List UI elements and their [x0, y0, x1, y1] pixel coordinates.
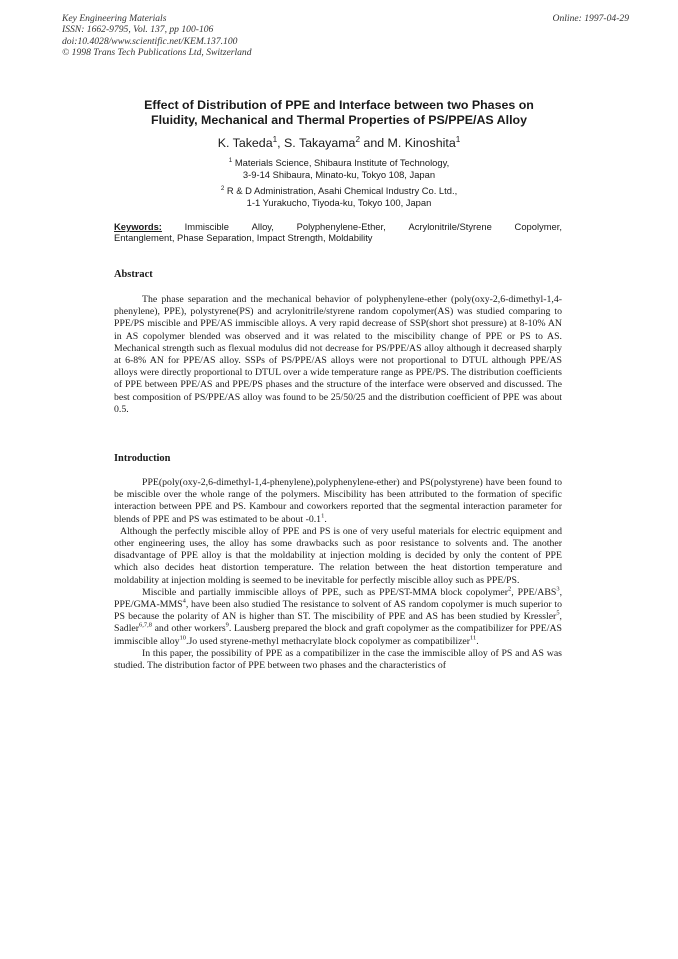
author-affil-sup: 2 [355, 134, 360, 144]
intro-paragraph-3 [114, 587, 562, 648]
abstract-body [114, 294, 562, 416]
author-takeda: K. Takeda [217, 136, 273, 150]
author-separator: , [277, 136, 285, 150]
citation-sup: 1 [321, 512, 325, 520]
keyword-item: Alloy, [251, 221, 274, 232]
affiliation-address: 1-1 Yurakucho, Tiyoda-ku, Tokyo 100, Japan [246, 196, 432, 208]
online-date: Online: 1997-04-29 [552, 13, 629, 24]
journal-header [62, 13, 252, 59]
affiliation-address: 3-9-14 Shibaura, Minato-ku, Tokyo 108, Japan [242, 168, 436, 180]
text-run: . [324, 513, 327, 525]
text-run: , Sadler [114, 611, 562, 635]
intro-paragraph-4: In this paper, the possibility of PPE as a compatibilizer in the case the immiscible alloy of PS and AS was studied. The distribution factor of PPE between two phases and the characteristics of [114, 647, 562, 672]
keyword-item: Copolymer, [514, 221, 562, 232]
text-run: PPE(poly(oxy-2,6-dimethyl-1,4-phenylene),polyphenylene-ether) and PS(polystyrene) have been found to be miscible over the whole range of the polymers. Miscibility has been attributed to the formation of specific interaction between PPE and PS. Kambour and coworkers reported that the segmental interaction parameter for blends of PPE and PS was estimated to be about -0.1 [114, 477, 562, 525]
text-run: Miscible and partially immiscible alloys of PPE, such as PPE/ST-MMA block copolymer [142, 586, 509, 598]
affiliation-sup: 2 [220, 184, 225, 192]
issn-line: ISSN: 1662-9795, Vol. 137, pp 100-106 [62, 24, 214, 36]
citation-sup: 4 [182, 597, 186, 605]
author-kinoshita: M. Kinoshita [387, 136, 456, 150]
author-affil-sup: 1 [455, 134, 461, 144]
title-line-1: Effect of Distribution of PPE and Interface between two Phases on [144, 98, 534, 112]
abstract-paragraph: The phase separation and the mechanical behavior of polyphenylene-ether (poly(oxy-2,6-dimethyl-1,4-phenylene), PPE), polystyrene(PS) and acrylonitrile/styrene random copolymer(AS) was studied comparing to PPE/PS miscible and PPE/AS immiscible alloys. A very rapid decrease of SSP(short shot pressure) at 8-10% AN in AS copolymer blended was observed and it was related to the miscibility change of PPE or PS to AS. Mechanical strength such as flexual modulus did not decrease for PS/PPE/AS alloy although it decreased sharply at 6-8% AN for PPE/AS alloy. SSPs of PS/PPE/AS alloys were not proportional to DTUL although PPE/AS alloys were directly proportional to DTUL over a wide temperature range as PPE/PS. The distribution coefficients of PPE between PPE/AS and PPE/PS phases and the structure of the interface were observed and discussed. The best composition of PS/PPE/AS alloy was found to be 25/50/25 and the distribution coefficient of PPE was about 0.5. [114, 294, 562, 415]
citation-sup: 2 [508, 585, 512, 593]
affiliation-1 [100, 157, 578, 180]
text-run: and other workers [151, 623, 226, 635]
text-run: , PPE/GMA-MMS [114, 586, 563, 611]
affiliation-2 [100, 185, 578, 208]
text-run: .Jo used styrene-methyl methacrylate block copolymer as compatibilizer [186, 635, 471, 647]
citation-sup: 10 [179, 634, 187, 642]
keywords-row-1 [114, 221, 562, 232]
keywords-row-2: Entanglement, Phase Separation, Impact Strength, Moldability [114, 232, 373, 244]
citation-sup: 6,7,8 [139, 622, 152, 630]
abstract-heading: Abstract [114, 269, 153, 280]
keyword-item: Immiscible [184, 221, 229, 232]
text-run: , have been also studied The resistance to solvent of AS random copolymer is much superior to PS because the polarity of AN is higher than ST. The miscibility of PPE and AS has been studied by Kressler [114, 599, 562, 623]
citation-sup: 3 [556, 585, 560, 593]
affiliation-sup: 1 [228, 156, 233, 164]
citation-sup: 5 [556, 609, 560, 617]
keyword-item: Acrylonitrile/Styrene [408, 221, 492, 232]
keyword-item: Polyphenylene-Ether, [296, 221, 386, 232]
keywords-block [114, 221, 562, 244]
introduction-heading: Introduction [114, 453, 171, 464]
title-line-2: Fluidity, Mechanical and Thermal Properties of PS/PPE/AS Alloy [151, 113, 527, 127]
intro-paragraph-1 [114, 477, 562, 526]
introduction-body [114, 477, 562, 672]
affiliation-line: Materials Science, Shibaura Institute of Technology, [232, 157, 450, 168]
citation-sup: 11 [470, 634, 477, 642]
text-run: , PPE/ABS [511, 586, 557, 598]
author-list [100, 136, 578, 150]
citation-sup: 9 [225, 622, 229, 630]
journal-name: Key Engineering Materials [62, 13, 167, 24]
affiliation-line: R & D Administration, Asahi Chemical Industry Co. Ltd., [224, 185, 458, 196]
intro-paragraph-2: Although the perfectly miscible alloy of PPE and PS is one of very useful materials for electric equipment and other engineering uses, the alloy has some drawbacks such as poor resistance to solvents and. The another disadvantage of PPE alloy is that the moldability at injection molding is decided by only the content of PPE which also decides heat distortion temperature. The relation between the heat distortion temperature and moldability at injection molding is seemed to be inevitable for perfectly miscible alloy such as PPE/PS. [114, 525, 562, 586]
keywords-label: Keywords: [114, 221, 162, 232]
paper-title [100, 98, 578, 128]
doi-line: doi:10.4028/www.scientific.net/KEM.137.100 [62, 35, 238, 47]
author-takayama: S. Takayama [284, 136, 356, 150]
author-affil-sup: 1 [272, 134, 278, 144]
copyright-line: © 1998 Trans Tech Publications Ltd, Switzerland [62, 47, 252, 59]
text-run: . Lausberg prepared the block and graft copolymer as the compatibilizer for PPE/AS immiscible alloy [114, 623, 562, 647]
author-separator: and [359, 136, 388, 150]
text-run: . [476, 635, 479, 647]
